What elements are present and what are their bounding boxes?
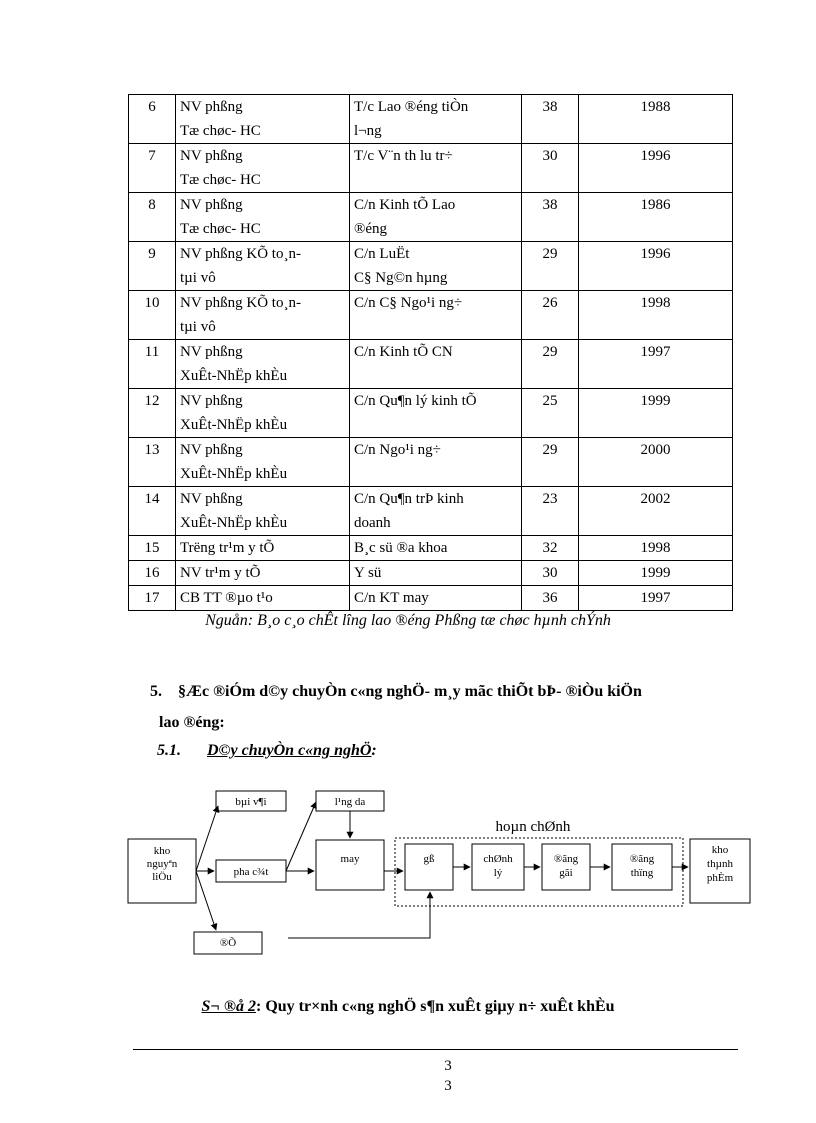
cell-position-line: XuÊt-NhËp khÈu	[180, 515, 288, 531]
cell-qualification-line: T/c Lao ®éng tiÒn	[354, 99, 469, 115]
table-row	[129, 242, 733, 291]
production-flow-diagram	[0, 780, 816, 980]
label-raw-material-store: kho nguyªn liÖu	[146, 845, 178, 883]
cell-no: 16	[129, 561, 176, 586]
cell-position	[176, 487, 350, 536]
cell-year: 1988	[579, 95, 733, 144]
cell-qualification	[350, 193, 522, 242]
cell-qualification-line: C/n Qu¶n trÞ kinh	[354, 491, 464, 507]
cell-position	[176, 95, 350, 144]
label-packing-bag: ®ãng gãi	[553, 853, 579, 879]
cell-position-line: NV phßng	[180, 491, 243, 507]
section-5-1-heading	[157, 742, 377, 760]
cell-age: 38	[522, 193, 579, 242]
cell-no: 8	[129, 193, 176, 242]
cell-qualification	[350, 291, 522, 340]
cell-no: 11	[129, 340, 176, 389]
cell-qualification	[350, 438, 522, 487]
figure-title: : Quy tr×nh c«ng nghÖ s¶n xuÊt giµy n÷ xuÊt khÈu	[256, 998, 615, 1015]
arrow-de-to-go	[288, 892, 430, 938]
label-lasting: gß	[423, 853, 435, 865]
footer-rule	[133, 1049, 738, 1050]
cell-position-line: XuÊt-NhËp khÈu	[180, 368, 288, 384]
node-sewing	[316, 840, 384, 890]
cell-qualification-line: Y sü	[354, 565, 382, 581]
cell-no: 15	[129, 536, 176, 561]
table-row	[129, 536, 733, 561]
cell-age: 30	[522, 561, 579, 586]
label-cloth-layout: bµi v¶i	[235, 796, 267, 808]
table-row	[129, 291, 733, 340]
cell-position-line: XuÊt-NhËp khÈu	[180, 466, 288, 482]
cell-qualification	[350, 95, 522, 144]
cell-qualification-line: C/n Qu¶n lý kinh tÕ	[354, 393, 477, 409]
cell-year: 1997	[579, 586, 733, 611]
cell-position	[176, 291, 350, 340]
cell-position	[176, 242, 350, 291]
section-5-1-number: 5.1.	[157, 742, 181, 759]
section-5-title-line1: §Æc ®iÓm d©y chuyÒn c«ng nghÖ- m¸y mãc thiÕt bÞ- ®iÒu kiÖn	[178, 683, 642, 700]
cell-position-line: tµi vô	[180, 270, 216, 286]
section-5-1-title: D©y chuyÒn c«ng nghÖ	[207, 742, 372, 759]
cell-position-line: NV phßng	[180, 148, 243, 164]
cell-position	[176, 536, 350, 561]
cell-year: 1997	[579, 340, 733, 389]
cell-qualification-line: B¸c sü ®a khoa	[354, 540, 448, 556]
cell-position-line: tµi vô	[180, 319, 216, 335]
cell-position-line: NV phßng KÕ to¸n-	[180, 295, 301, 311]
table-source-note: Nguån: B¸o c¸o chÊt lîng lao ®éng Phßng tæ chøc hµnh chÝnh	[205, 612, 611, 629]
figure-number: S¬ ®å 2	[201, 998, 256, 1015]
cell-qualification-line: l¬ng	[354, 123, 382, 139]
table-row	[129, 95, 733, 144]
cell-year: 1999	[579, 389, 733, 438]
cell-position-line: Tæ chøc- HC	[180, 172, 261, 188]
arrow-kho-to-bai-vai	[196, 806, 218, 871]
cell-no: 6	[129, 95, 176, 144]
table-row	[129, 144, 733, 193]
cell-year: 1996	[579, 144, 733, 193]
cell-age: 29	[522, 242, 579, 291]
cell-no: 7	[129, 144, 176, 193]
table-row	[129, 340, 733, 389]
group-label: hoµn chØnh	[495, 819, 571, 835]
cell-position-line: NV phßng	[180, 99, 243, 115]
cell-qualification-line: ®éng	[354, 221, 388, 237]
cell-age: 32	[522, 536, 579, 561]
cell-position-line: Trëng tr¹m y tÕ	[180, 540, 275, 556]
cell-no: 14	[129, 487, 176, 536]
section-5-1-colon: :	[371, 742, 377, 759]
label-cutting: pha c¾t	[233, 866, 269, 878]
cell-qualification-line: C/n LuËt	[354, 246, 410, 262]
cell-qualification	[350, 242, 522, 291]
section-5-number: 5.	[150, 683, 162, 700]
section-5-heading	[150, 676, 750, 738]
cell-qualification-line: doanh	[354, 515, 391, 531]
cell-position	[176, 340, 350, 389]
cell-year: 1986	[579, 193, 733, 242]
cell-age: 23	[522, 487, 579, 536]
table-row	[129, 193, 733, 242]
cell-qualification	[350, 340, 522, 389]
cell-qualification-line: C/n Kinh tÕ Lao	[354, 197, 456, 213]
cell-position	[176, 586, 350, 611]
cell-no: 17	[129, 586, 176, 611]
label-adjusting: chØnh lý	[483, 853, 513, 879]
label-packing-box: ®ãng thïng	[629, 853, 655, 879]
cell-position-line: NV phßng	[180, 344, 243, 360]
cell-qualification-line: C/n KT may	[354, 590, 429, 606]
arrow-kho-to-de	[196, 871, 216, 930]
cell-position	[176, 144, 350, 193]
cell-position-line: NV phßng	[180, 197, 243, 213]
cell-position	[176, 389, 350, 438]
cell-position-line: CB TT ®µo t¹o	[180, 590, 273, 606]
label-finished-goods-store: kho thµnh phÈm	[706, 844, 734, 884]
cell-no: 10	[129, 291, 176, 340]
cell-age: 29	[522, 340, 579, 389]
employee-table	[128, 94, 733, 611]
cell-position-line: NV phßng	[180, 442, 243, 458]
table-row	[129, 487, 733, 536]
cell-age: 38	[522, 95, 579, 144]
label-sole: ®Õ	[219, 937, 237, 949]
cell-qualification	[350, 389, 522, 438]
cell-position-line: NV tr¹m y tÕ	[180, 565, 261, 581]
cell-year: 1999	[579, 561, 733, 586]
page-number-repeat: 3	[444, 1078, 452, 1094]
cell-position	[176, 561, 350, 586]
cell-year: 1996	[579, 242, 733, 291]
cell-age: 30	[522, 144, 579, 193]
cell-qualification-line: C§ Ng©n hµng	[354, 270, 448, 286]
node-lasting	[405, 844, 453, 890]
cell-position-line: Tæ chøc- HC	[180, 221, 261, 237]
cell-position-line: XuÊt-NhËp khÈu	[180, 417, 288, 433]
cell-qualification-line: C/n C§ Ngo¹i ng÷	[354, 295, 463, 311]
cell-qualification	[350, 487, 522, 536]
label-leather-split: l¹ng da	[334, 796, 366, 808]
cell-position	[176, 438, 350, 487]
table-row	[129, 561, 733, 586]
cell-position-line: NV phßng	[180, 393, 243, 409]
label-sewing: may	[340, 853, 360, 865]
table-row	[129, 438, 733, 487]
page-number: 3	[444, 1058, 452, 1074]
cell-year: 1998	[579, 536, 733, 561]
cell-qualification-line: C/n Ngo¹i ng÷	[354, 442, 441, 458]
cell-qualification-line: C/n Kinh tÕ CN	[354, 344, 453, 360]
cell-position-line: Tæ chøc- HC	[180, 123, 261, 139]
table-row	[129, 389, 733, 438]
cell-qualification-line: T/c V¨n th lu tr÷	[354, 148, 453, 164]
cell-no: 9	[129, 242, 176, 291]
cell-age: 36	[522, 586, 579, 611]
cell-position	[176, 193, 350, 242]
table-row	[129, 586, 733, 611]
cell-no: 13	[129, 438, 176, 487]
arrow-pha-cat-to-long-da	[286, 802, 316, 871]
cell-no: 12	[129, 389, 176, 438]
cell-qualification	[350, 144, 522, 193]
cell-year: 1998	[579, 291, 733, 340]
cell-year: 2002	[579, 487, 733, 536]
cell-qualification	[350, 536, 522, 561]
cell-age: 25	[522, 389, 579, 438]
cell-qualification	[350, 561, 522, 586]
cell-qualification	[350, 586, 522, 611]
cell-age: 29	[522, 438, 579, 487]
figure-caption	[0, 998, 816, 1016]
cell-year: 2000	[579, 438, 733, 487]
cell-position-line: NV phßng KÕ to¸n-	[180, 246, 301, 262]
cell-age: 26	[522, 291, 579, 340]
section-5-title-line2: lao ®éng:	[159, 714, 225, 731]
